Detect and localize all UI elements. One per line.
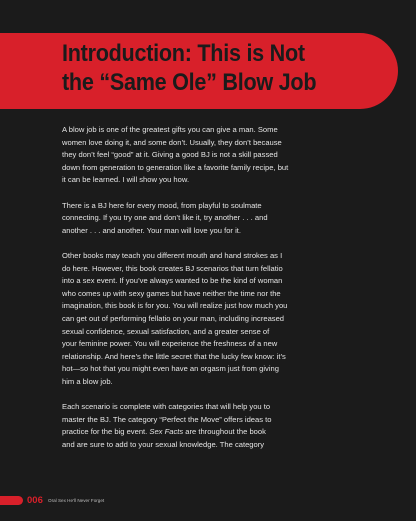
paragraph-3 — [62, 250, 362, 389]
paragraph-1 — [62, 124, 362, 187]
text-line: Each scenario is complete with categories that will help you to — [62, 402, 271, 412]
text-line: imagination, this book is for you. You will realize just how much you — [62, 301, 288, 311]
text-fragment: are throughout the book — [183, 427, 266, 437]
text-line: they don’t feel “good” at it. Giving a good BJ is not a skill passed — [62, 150, 278, 160]
text-line: sexual confidence, sexual satisfaction, and a greater sense of — [62, 326, 270, 336]
text-line: hot—so hot that you might even have an orgasm just from giving — [62, 364, 279, 374]
text-line: can get out of performing fellatio on your man, including increased — [62, 313, 285, 323]
text-line: who comes up with sexy games but have neither the time nor the — [62, 288, 281, 298]
text-line: it can be learned. I will show you how. — [62, 175, 190, 185]
paragraph-4 — [62, 401, 362, 451]
text-line: A blow job is one of the greatest gifts you can give a man. Some — [62, 125, 278, 134]
running-title: Oral Sex He’ll Never Forget — [48, 498, 105, 503]
body-text — [62, 124, 362, 464]
folio-bar — [0, 496, 23, 505]
text-line: down from generation to generation like a favorite family recipe, but — [62, 162, 289, 172]
page-number: 006 — [27, 495, 43, 506]
text-line: and are sure to add to your sexual knowledge. The category — [62, 439, 265, 449]
text-line: relationship. And here’s the little secret that the lucky few know: it’s — [62, 351, 286, 361]
text-line: your feminine power. You will experience the freshness of a new — [62, 339, 278, 349]
chapter-title — [62, 39, 359, 97]
text-line: do here. However, this book creates BJ scenarios that turn fellatio — [62, 263, 283, 273]
paragraph-2 — [62, 200, 362, 238]
chapter-title-line-1: Introduction: This is Not — [62, 40, 305, 67]
text-line: into a sex event. If you’ve always wanted to be the kind of woman — [62, 276, 283, 286]
sex-facts-emphasis: Sex Facts — [149, 427, 184, 437]
text-fragment: practice for the big event. — [62, 427, 150, 437]
text-line: women love doing it, and some don’t. Usually, they don’t because — [62, 137, 282, 147]
text-line: Other books may teach you different mouth and hand strokes as I — [62, 250, 283, 260]
text-line: him a blow job. — [62, 376, 113, 386]
chapter-title-line-2: the “Same Ole” Blow Job — [62, 69, 317, 96]
text-line — [62, 426, 362, 439]
text-line: another . . . and another. Your man will love you for it. — [62, 225, 241, 235]
text-line: connecting. If you try one and don’t like it, try another . . . and — [62, 213, 268, 223]
text-line: master the BJ. The category “Perfect the Move” offers ideas to — [62, 414, 272, 424]
text-line: There is a BJ here for every mood, from playful to soulmate — [62, 200, 262, 210]
